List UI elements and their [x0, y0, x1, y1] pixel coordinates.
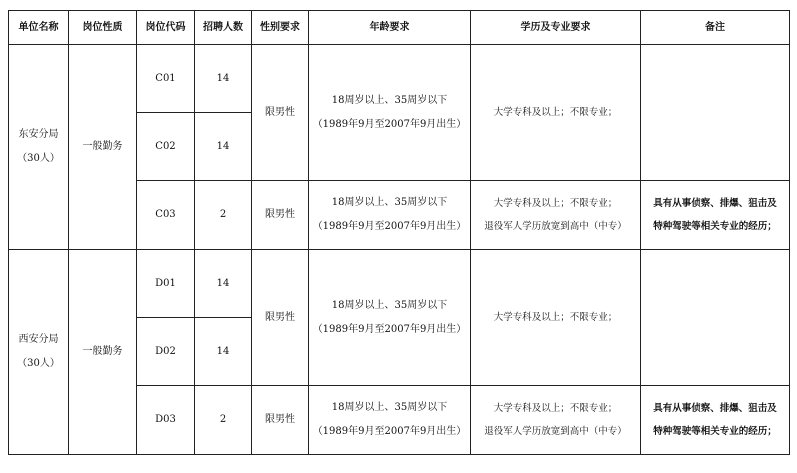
hire-count: 14 [195, 318, 252, 386]
recruitment-table [8, 10, 790, 455]
education-line: 大学专科及以上；不限专业； [493, 402, 618, 414]
table-row [9, 45, 790, 79]
gender-requirement: 限男性 [252, 386, 309, 455]
header-post-code: 岗位代码 [137, 11, 195, 45]
unit-cell [9, 45, 69, 250]
birth-range: （1989年9月至2007年9月出生） [312, 221, 467, 232]
gender-requirement: 限男性 [252, 181, 309, 250]
hire-count: 14 [195, 113, 252, 181]
unit-name: 东安分局 [18, 129, 59, 140]
gender-requirement: 限男性 [252, 45, 309, 181]
birth-range: （1989年9月至2007年9月出生） [312, 118, 467, 130]
hire-count: 14 [195, 250, 252, 318]
remarks-empty [641, 250, 790, 386]
unit-count: （30人） [17, 153, 60, 164]
remarks [641, 386, 790, 455]
remarks-line: 具有从事侦察、排爆、狙击及 [653, 402, 777, 414]
header-age: 年龄要求 [309, 11, 471, 45]
header-row [9, 11, 790, 45]
header-gender: 性别要求 [252, 11, 309, 45]
unit-name: 西安分局 [18, 334, 59, 345]
age-range: 18周岁以上、35周岁以下 [331, 299, 448, 311]
hire-count: 2 [195, 181, 252, 250]
unit-cell [9, 250, 69, 455]
birth-range: （1989年9月至2007年9月出生） [312, 323, 467, 335]
age-range: 18周岁以上、35周岁以下 [331, 197, 448, 208]
post-nature: 一般勤务 [69, 250, 137, 455]
remarks-line: 特种驾驶等相关专业的经历； [653, 221, 777, 232]
remarks-empty [641, 45, 790, 181]
gender-requirement: 限男性 [252, 250, 309, 386]
post-code: D01 [137, 250, 195, 318]
age-requirement [309, 250, 471, 386]
unit-count: （30人） [17, 358, 60, 369]
remarks-line: 具有从事侦察、排爆、狙击及 [653, 197, 777, 209]
header-remarks: 备注 [641, 11, 790, 45]
header-unit-name: 单位名称 [9, 11, 69, 45]
post-nature: 一般勤务 [69, 45, 137, 250]
age-requirement [309, 181, 471, 250]
table-row [9, 250, 790, 284]
age-requirement [309, 45, 471, 181]
header-post-nature: 岗位性质 [69, 11, 137, 45]
hire-count: 14 [195, 45, 252, 113]
age-range: 18周岁以上、35周岁以下 [331, 402, 448, 413]
header-hire-count: 招聘人数 [195, 11, 252, 45]
age-requirement [309, 386, 471, 455]
post-code: D02 [137, 318, 195, 386]
education-line: 大学专科及以上；不限专业； [493, 197, 618, 209]
header-education: 学历及专业要求 [471, 11, 641, 45]
remarks [641, 181, 790, 250]
remarks-line: 特种驾驶等相关专业的经历； [653, 426, 777, 437]
post-code: D03 [137, 386, 195, 455]
education-requirement [471, 386, 641, 455]
hire-count: 2 [195, 386, 252, 455]
age-range: 18周岁以上、35周岁以下 [331, 94, 448, 106]
education-requirement [471, 181, 641, 250]
veteran-education-line: 退役军人学历放宽到高中（中专） [484, 221, 627, 232]
education-requirement: 大学专科及以上；不限专业； [471, 45, 641, 181]
post-code: C02 [137, 113, 195, 181]
veteran-education-line: 退役军人学历放宽到高中（中专） [484, 426, 627, 437]
birth-range: （1989年9月至2007年9月出生） [312, 426, 467, 437]
post-code: C03 [137, 181, 195, 250]
education-requirement: 大学专科及以上；不限专业； [471, 250, 641, 386]
post-code: C01 [137, 45, 195, 113]
